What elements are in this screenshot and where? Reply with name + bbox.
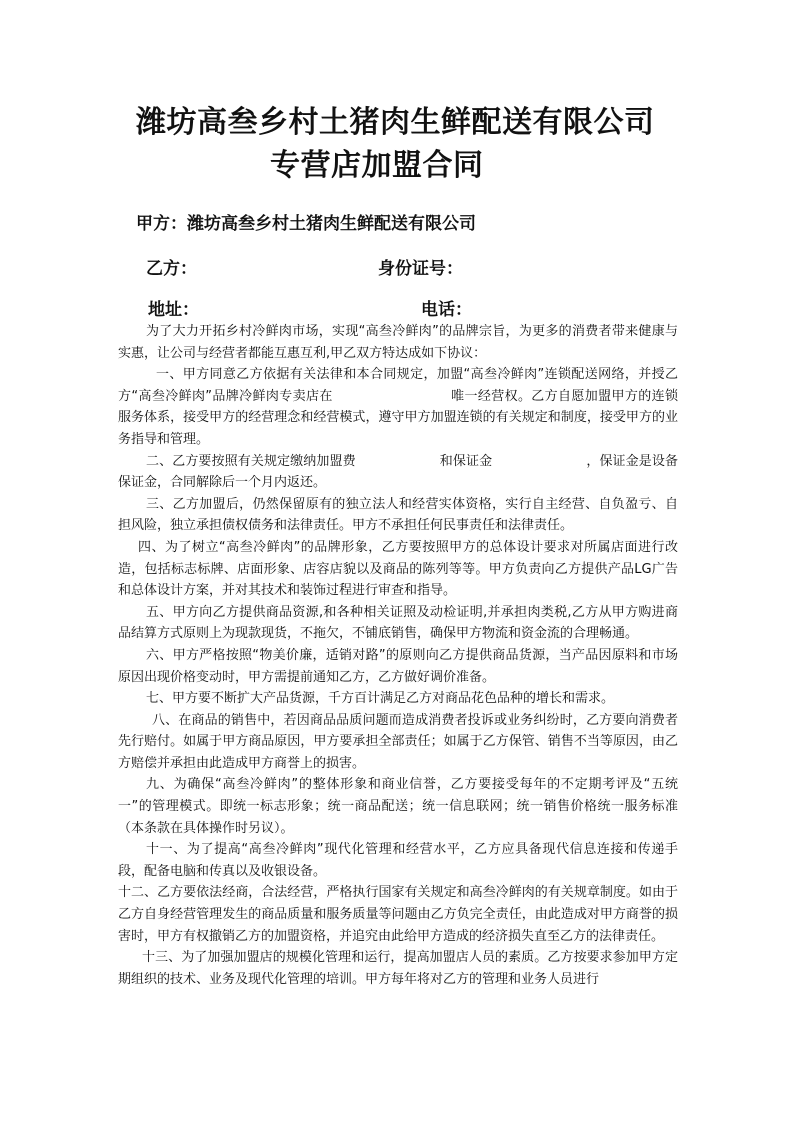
clause-3: 三、乙方加盟后，仍然保留原有的独立法人和经营实体资格，实行自主经营、自负盈亏、自担风险，独立承担债权债务和法律责任。甲方不承担任何民事责任和法律责任。 — [118, 496, 678, 534]
clause-12: 十二、乙方要依法经商，合法经营，严格执行国家有关规定和高叁冷鲜肉的有关规章制度。如由于乙方自身经营管理发生的商品质量和服务质量等问题由乙方负完全责任，由此造成对甲方商誉的损害时，甲方有权撤销乙方的加盟资格，并追究由此给甲方造成的经济损失直至乙方的法律责任。 — [118, 885, 678, 944]
party-a-name: 潍坊高叁乡村土猪肉生鲜配送有限公司 — [187, 214, 476, 234]
clause-4: 四、为了树立“高叁冷鲜肉”的品牌形象，乙方要按照甲方的总体设计要求对所属店面进行改造，包括标志标牌、店面形象、店容店貌以及商品的陈列等等。甲方负责向乙方提供产品LG广告和总体设计方案，并对其技术和装饰过程进行审查和指导。 — [118, 539, 678, 599]
clause-9: 九、为确保“高叁冷鲜肉”的整体形象和商业信誉，乙方要接受每年的不定期考评及“五统一”的管理模式。即统一标志形象；统一商品配送；统一信息联网；统一销售价格统一服务标准（本条款在具体操作时另议）。 — [118, 777, 678, 836]
intro-paragraph: 为了大力开拓乡村冷鲜肉市场，实现“高叁冷鲜肉”的品牌宗旨，为更多的消费者带来健康与实惠，让公司与经营者都能互惠互利,甲乙双方特达成如下协议： — [118, 324, 678, 361]
party-a-label: 甲方： — [136, 214, 187, 234]
clause-2-part-c: ，保证金是设备保证金，合同解除后一个月内返还。 — [118, 453, 678, 491]
clause-6: 六、甲方严格按照“物美价廉，适销对路”的原则向乙方提供商品货源，当产品因原料和市场原因出现价格变动时，甲方需提前通知乙方，乙方做好调价准备。 — [118, 647, 678, 685]
phone-label: 电话： — [421, 300, 472, 320]
clause-7: 七、甲方要不断扩大产品货源，千方百计满足乙方对商品花色品种的增长和需求。 — [146, 691, 615, 707]
clause-2 — [118, 451, 678, 494]
clause-2-part-b: 和保证金 — [439, 453, 493, 469]
clause-5: 五、甲方向乙方提供商品资源,和各种相关证照及动检证明,并承担肉类税,乙方从甲方购进商品结算方式原则上为现款现货，不拖欠，不铺底销售，确保甲方物流和资金流的合理畅通。 — [118, 604, 678, 642]
address-label: 地址： — [148, 300, 199, 320]
clause-8: 八、在商品的销售中，若因商品品质问题而造成消费者投诉或业务纠纷时，乙方要向消费者先行赔付。如属于甲方商品原因，甲方要承担全部责任；如属于乙方保管、销售不当等原因，由乙方赔偿并承担由此造成甲方商誉上的损害。 — [118, 712, 678, 771]
party-b-label: 乙方： — [146, 259, 197, 279]
clause-13: 十三、为了加强加盟店的规模化管理和运行，提高加盟店人员的素质。乙方按要求参加甲方定期组织的技术、业务及现代化管理的培训。甲方每年将对乙方的管理和业务人员进行 — [118, 950, 678, 987]
id-number-label: 身份证号： — [378, 259, 463, 279]
title-contract: 专营店加盟合同 — [270, 148, 484, 183]
clause-1-part-b: 唯一经营权。乙方自愿加盟甲方的连锁服务体系，接受甲方的经营理念和经营模式，遵守甲方加盟连锁的有关规定和制度，接受甲方的业务指导和管理。 — [118, 388, 678, 447]
title-company: 潍坊高叁乡村土猪肉生鲜配送有限公司 — [136, 105, 655, 140]
clause-1-part-a: 一、甲方同意乙方依据有关法律和本合同规定，加盟“高叁冷鲜肉”连锁配送网络，并授乙方“高叁冷鲜肉”品牌冷鲜肉专卖店在 — [118, 367, 678, 404]
clause-2-part-a: 二、乙方要按照有关规定缴纳加盟费 — [146, 453, 356, 469]
contract-body — [118, 321, 678, 990]
clause-1 — [118, 364, 678, 450]
party-a-line — [136, 209, 476, 234]
clause-11: 十一、为了提高“高叁冷鲜肉”现代化管理和经营水平，乙方应具备现代信息连接和传递手段，配备电脑和传真以及收银设备。 — [118, 842, 678, 879]
